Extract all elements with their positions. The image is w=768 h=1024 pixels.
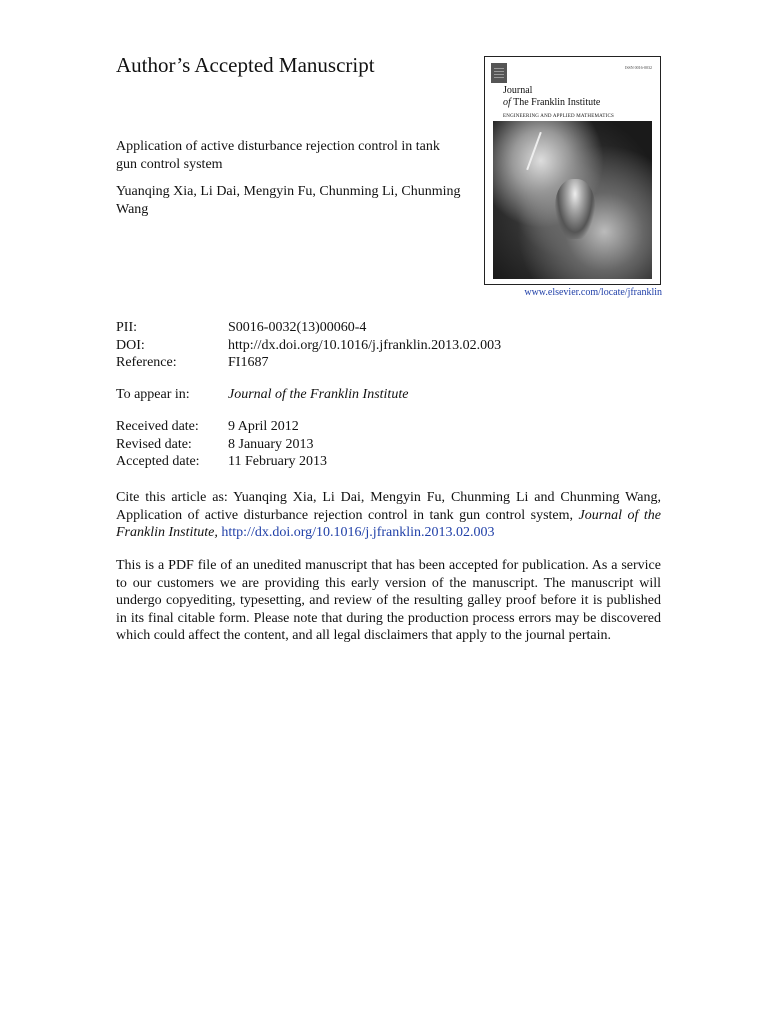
revised-value: 8 January 2013 [228,436,314,452]
pii-row [116,319,501,337]
accepted-label: Accepted date: [116,454,200,469]
citation-doi-link[interactable]: http://dx.doi.org/10.1016/j.jfranklin.2013.02.003 [221,525,495,540]
pii-value: S0016-0032(13)00060-4 [228,320,367,335]
doi-row [116,337,501,355]
citation-lead: Cite this article as: Yuanqing Xia, Li Dai, Mengyin Fu, Chunming Li and Chunming Wang, Application of active disturbance rejection control in tank gun control system, [116,490,661,523]
cover-journal-title [503,85,600,109]
cover-journal-name: The Franklin Institute [513,97,601,108]
cover-painting [493,121,652,279]
identifier-block [116,319,501,372]
cover-issn: ISSN 0016-0032 [624,65,652,70]
received-label: Received date: [116,419,199,434]
page-heading: Author’s Accepted Manuscript [116,53,375,77]
appear-block [116,386,408,404]
cover-subtitle: ENGINEERING AND APPLIED MATHEMATICS [503,114,615,119]
dates-block [116,418,327,471]
elsevier-logo-icon [491,63,507,83]
appear-label: To appear in: [116,387,190,402]
manuscript-notice: This is a PDF file of an unedited manuscript that has been accepted for publication. As a service to our customers we are providing this early version of the manuscript. The manuscript will undergo copyediting, typesetting, and review of the resulting galley proof before it is published in its final citable form. Please note that during the production process errors may be discovered which could affect the content, and all legal disclaimers that apply to the journal pertain. [116,558,661,643]
reference-row [116,354,501,372]
citation-journal: Journal of the Franklin Institute, [116,507,661,540]
pii-label: PII: [116,320,137,335]
reference-label: Reference: [116,355,177,370]
received-row [116,418,327,436]
accepted-value: 11 February 2013 [228,454,328,469]
appear-value: Journal of the Franklin Institute [228,387,409,402]
franklin-figure-icon [555,179,595,239]
citation-paragraph [116,489,661,542]
cover-journal-word: Journal [503,85,533,96]
doi-label: DOI: [116,337,145,353]
doi-value: http://dx.doi.org/10.1016/j.jfranklin.2013.02.003 [228,337,502,353]
author-list: Yuanqing Xia, Li Dai, Mengyin Fu, Chunming Li, Chunming Wang [116,184,461,217]
cover-journal-name-line [503,97,600,109]
accepted-row [116,453,327,471]
appear-row [116,386,408,404]
cover-of-word: of [503,97,511,108]
received-value: 9 April 2012 [228,419,299,434]
reference-value: FI1687 [228,355,269,370]
revised-row [116,436,327,454]
journal-homepage-link[interactable]: www.elsevier.com/locate/jfranklin [524,287,662,298]
revised-label: Revised date: [116,436,192,452]
journal-cover [484,56,661,285]
lightning-bolt-icon [526,132,542,170]
article-title: Application of active disturbance rejection control in tank gun control system [116,139,440,172]
